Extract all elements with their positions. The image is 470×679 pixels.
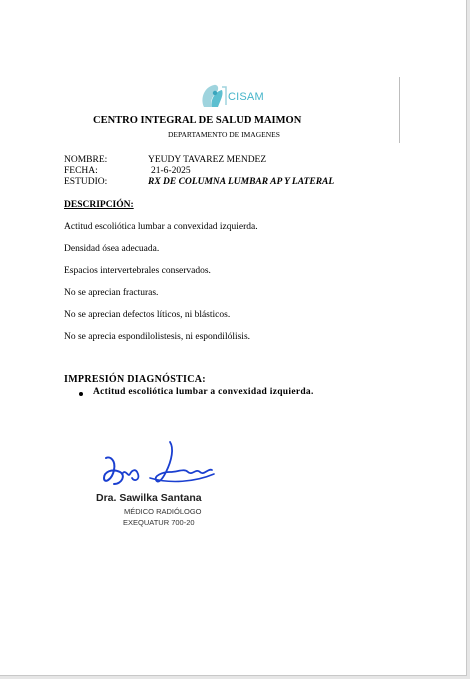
- impression-item: Actitud escoliótica lumbar a convexidad izquierda.: [93, 387, 314, 397]
- logo-text: CISAM: [228, 91, 264, 103]
- finding-line: No se aprecia espondilolistesis, ni espondilólisis.: [64, 332, 251, 342]
- handwritten-signature: [100, 438, 220, 494]
- date-label: FECHA:: [64, 166, 98, 176]
- finding-line: No se aprecian fracturas.: [64, 288, 159, 298]
- doctor-title: MÉDICO RADIÓLOGO: [124, 507, 202, 516]
- name-label: NOMBRE:: [64, 155, 108, 165]
- date-value: 21-6-2025: [151, 166, 191, 176]
- institution-title: CENTRO INTEGRAL DE SALUD MAIMON: [93, 115, 302, 126]
- finding-line: Actitud escoliótica lumbar a convexidad izquierda.: [64, 222, 258, 232]
- description-heading: DESCRIPCIÓN:: [64, 200, 134, 210]
- study-value: RX DE COLUMNA LUMBAR AP Y LATERAL: [148, 177, 335, 187]
- page-margin-guide: [399, 77, 400, 143]
- name-value: YEUDY TAVAREZ MENDEZ: [148, 155, 267, 165]
- doctor-name: Dra. Sawilka Santana: [96, 492, 202, 504]
- finding-line: No se aprecian defectos líticos, ni blásticos.: [64, 310, 231, 320]
- finding-line: Densidad ósea adecuada.: [64, 244, 160, 254]
- study-label: ESTUDIO:: [64, 177, 108, 187]
- department-subtitle: DEPARTAMENTO DE IMAGENES: [168, 130, 280, 139]
- bullet-icon: [79, 392, 83, 396]
- impression-heading: IMPRESIÓN DIAGNÓSTICA:: [64, 374, 206, 385]
- doctor-registration: EXEQUATUR 700-20: [123, 518, 195, 527]
- finding-line: Espacios intervertebrales conservados.: [64, 266, 211, 276]
